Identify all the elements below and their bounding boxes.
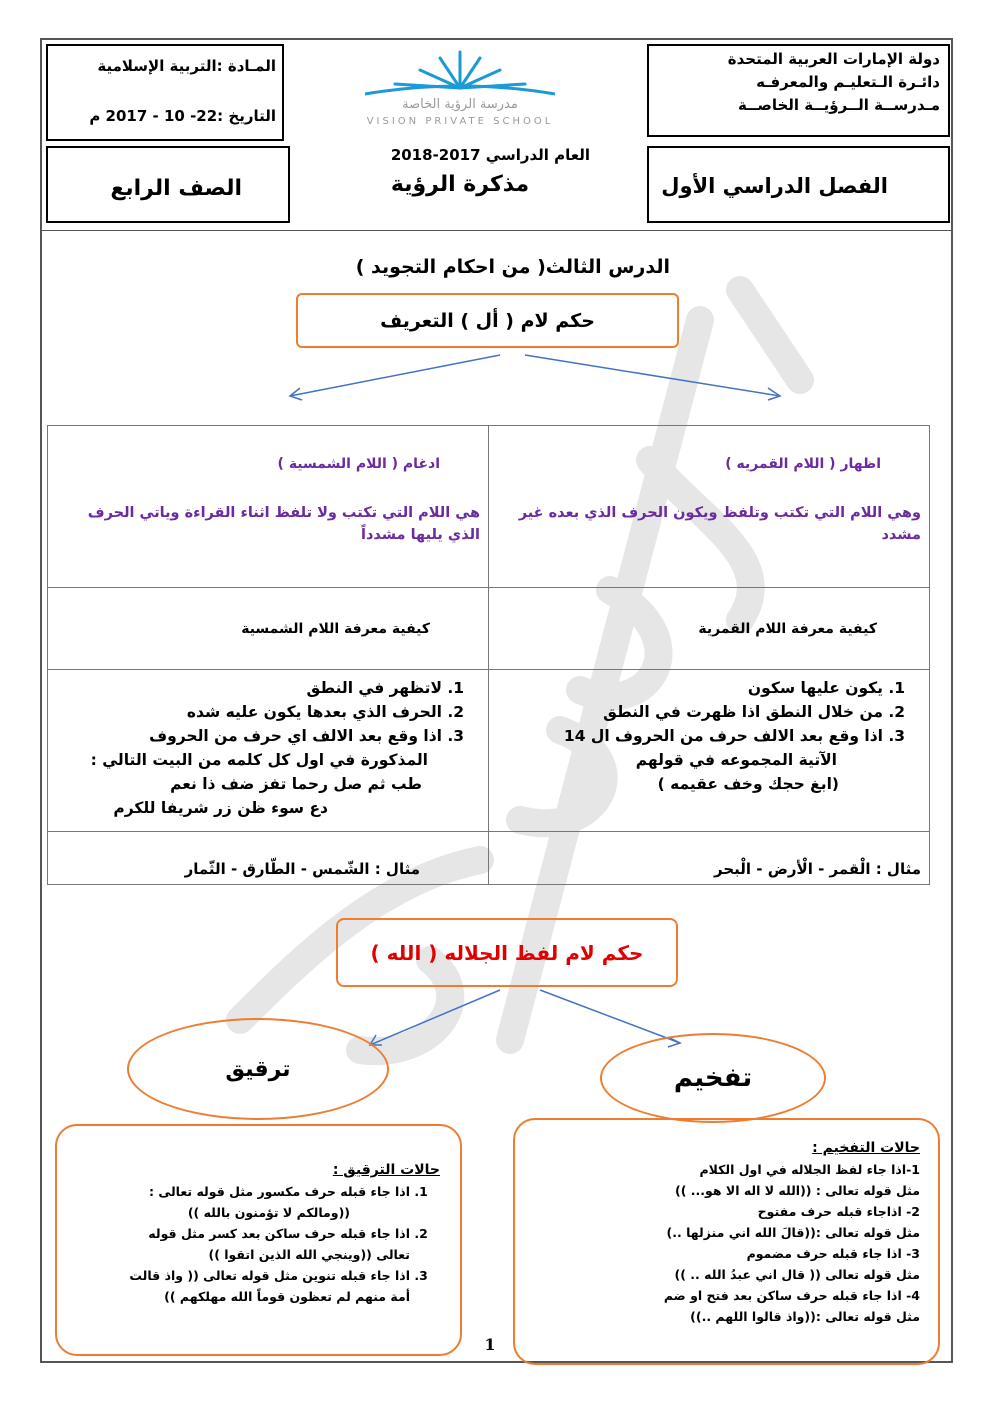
qamari-title: اظهار ( اللام القمريه ) [725,456,881,472]
list-item: مثل قوله تعالى : ((الله لا اله الا هو... )) [675,1183,920,1198]
shamsi-point3-line2: المذكورة في اول كل كلمه من البيت التالي : [90,751,428,769]
header-school-text [660,48,940,117]
shamsi-cell [48,426,489,588]
tarqiq-item-1: 1. اذا جاء قبله حرف مكسور مثل قوله تعالى : [148,1184,410,1199]
list-item: مثل قوله تعالى :((قالَ الله اني منزلها ..) [666,1225,920,1240]
tafkhim-heading-text: حالات التفخيم : [812,1140,920,1156]
tarqiq-item-1-line2: ((ومالكم لا تؤمنون بالله )) [187,1205,350,1220]
tarqiq-heading-text: حالات الترقيق : [332,1162,440,1178]
tarqiq-list [80,1181,440,1307]
page-number: 1 [484,1335,496,1354]
tafkhim-content [530,1138,920,1327]
list-item: 2- اذاجاء قبله حرف مفتوح [757,1204,920,1219]
list-item: 4- اذا جاء قبله حرف ساكن بعد فتح او ضم [663,1288,920,1303]
list-item: 1-اذا جاء لفظ الجلاله في اول الكلام [699,1162,920,1177]
list-item: 3. اذا وقع بعد الالف حرف من الحروف ال 14 [497,724,883,748]
school-logo [325,48,595,130]
tafkhim-label: تفخيم [673,1063,753,1093]
tarqiq-item-3: 3. اذا جاء قبله تنوين مثل قوله تعالى (( واذ قالت [129,1268,410,1283]
subject: المـادة :التربية الإسلامية [97,57,276,75]
tarqiq-item-2: 2. اذا جاء قبله حرف ساكن بعد كسر مثل قوله [148,1226,410,1241]
shamsi-points [56,676,468,748]
department-name: دائـرة الـتعليـم والمعرفـه [756,73,940,91]
qamari-example: مثال : الْقمر - الْأرض - الْبحر [714,860,921,878]
list-item: 2. من خلال النطق اذا ظهرت في النطق [497,700,883,724]
shamsi-definition: هي اللام التي تكتب ولا تلفظ اثناء القراءة وياتي الحرف الذي يليها مشدداً [87,505,480,543]
list-item: مثل قوله تعالى (( قال اني عبدُ الله .. )) [674,1267,920,1282]
list-item [80,1265,410,1307]
shamsi-how: كيفية معرفة اللام الشمسية [241,620,430,637]
qamari-points-cell [489,670,930,832]
rule2-title-box [336,918,678,987]
qamari-point3-line3: (ابغ حجك وخف عقيمه ) [657,775,839,793]
rule1-title-box [296,293,679,348]
table-row [48,426,930,588]
shamsi-example-cell [48,832,489,885]
tarqiq-label: ترقيق [225,1056,291,1082]
list-item [80,1223,410,1265]
rule1-title: حكم لام ( أل ) التعريف [380,309,595,332]
rule1-arrows [280,350,790,410]
shamsi-how-cell [48,588,489,670]
semester: الفصل الدراسي الأول [661,174,888,198]
qamari-example-cell [489,832,930,885]
rule2-title: حكم لام لفظ الجلاله ( الله ) [370,940,644,965]
shamsi-title: ادغام ( اللام الشمسية ) [277,456,440,472]
list-item: 1. يكون عليها سكون [497,676,883,700]
qamari-cell [489,426,930,588]
shamsi-point3-line3: طب ثم صل رحما تفز ضف ذا نعم [170,775,422,793]
tafkhim-oval [600,1033,826,1123]
academic-year: العام الدراسي 2017-2018 [390,146,590,164]
country-name: دولة الإمارات العربية المتحدة [727,50,940,68]
tafkhim-heading [530,1138,920,1159]
tarqiq-oval [127,1018,389,1120]
list-item [80,1181,410,1223]
header-divider [42,230,951,231]
grade: الصف الرابع [110,176,242,201]
table-row [48,588,930,670]
qamari-point3-line2: الآتية المجموعه في قولهم [635,751,837,769]
qamari-how: كيفية معرفة اللام القمرية [698,620,877,637]
list-item: 1. لاتظهر في النطق [56,676,442,700]
logo-text-en: VISION PRIVATE SCHOOL [366,116,554,127]
lesson-title: الدرس الثالث( من احكام التجويد ) [355,256,670,278]
qamari-definition: وهي اللام التي تكتب وتلفظ ويكون الحرف الذي بعده غير مشدد [518,505,921,543]
header-subject-text [56,54,276,128]
tarqiq-item-3-line2: أمة منهم لم تعظون قوماً الله مهلكهم )) [164,1289,410,1304]
school-name: مـدرســة الــرؤيــة الخاصــة [738,96,940,114]
tarqiq-item-2-line2: تعالى ((وينجي الله الذين اتقوا )) [208,1247,410,1262]
qamari-how-cell [489,588,930,670]
page-title: مذكرة الرؤية [390,172,530,197]
qamari-points [497,676,909,748]
date: التاريخ :22- 10 - 2017 م [89,107,276,125]
tarqiq-heading [80,1160,440,1181]
list-item: 3. اذا وقع بعد الالف اي حرف من الحروف [56,724,442,748]
list-item: 3- اذا جاء قبله حرف مضموم [746,1246,920,1261]
shamsi-points-cell [48,670,489,832]
tarqiq-content [80,1160,440,1307]
shamsi-example: مثال : الشّمس - الطّارق - الثّمار [184,860,420,878]
shamsi-point3-line4: دع سوء ظن زر شريفا للكرم [113,799,328,817]
list-item: مثل قوله تعالى :((واذ قالوا اللهم ..)) [690,1309,920,1324]
list-item: 2. الحرف الذي بعدها يكون عليه شده [56,700,442,724]
logo-text-ar: مدرسة الرؤية الخاصة [402,97,518,112]
table-row [48,670,930,832]
table-row [48,832,930,885]
lam-table [47,425,930,885]
